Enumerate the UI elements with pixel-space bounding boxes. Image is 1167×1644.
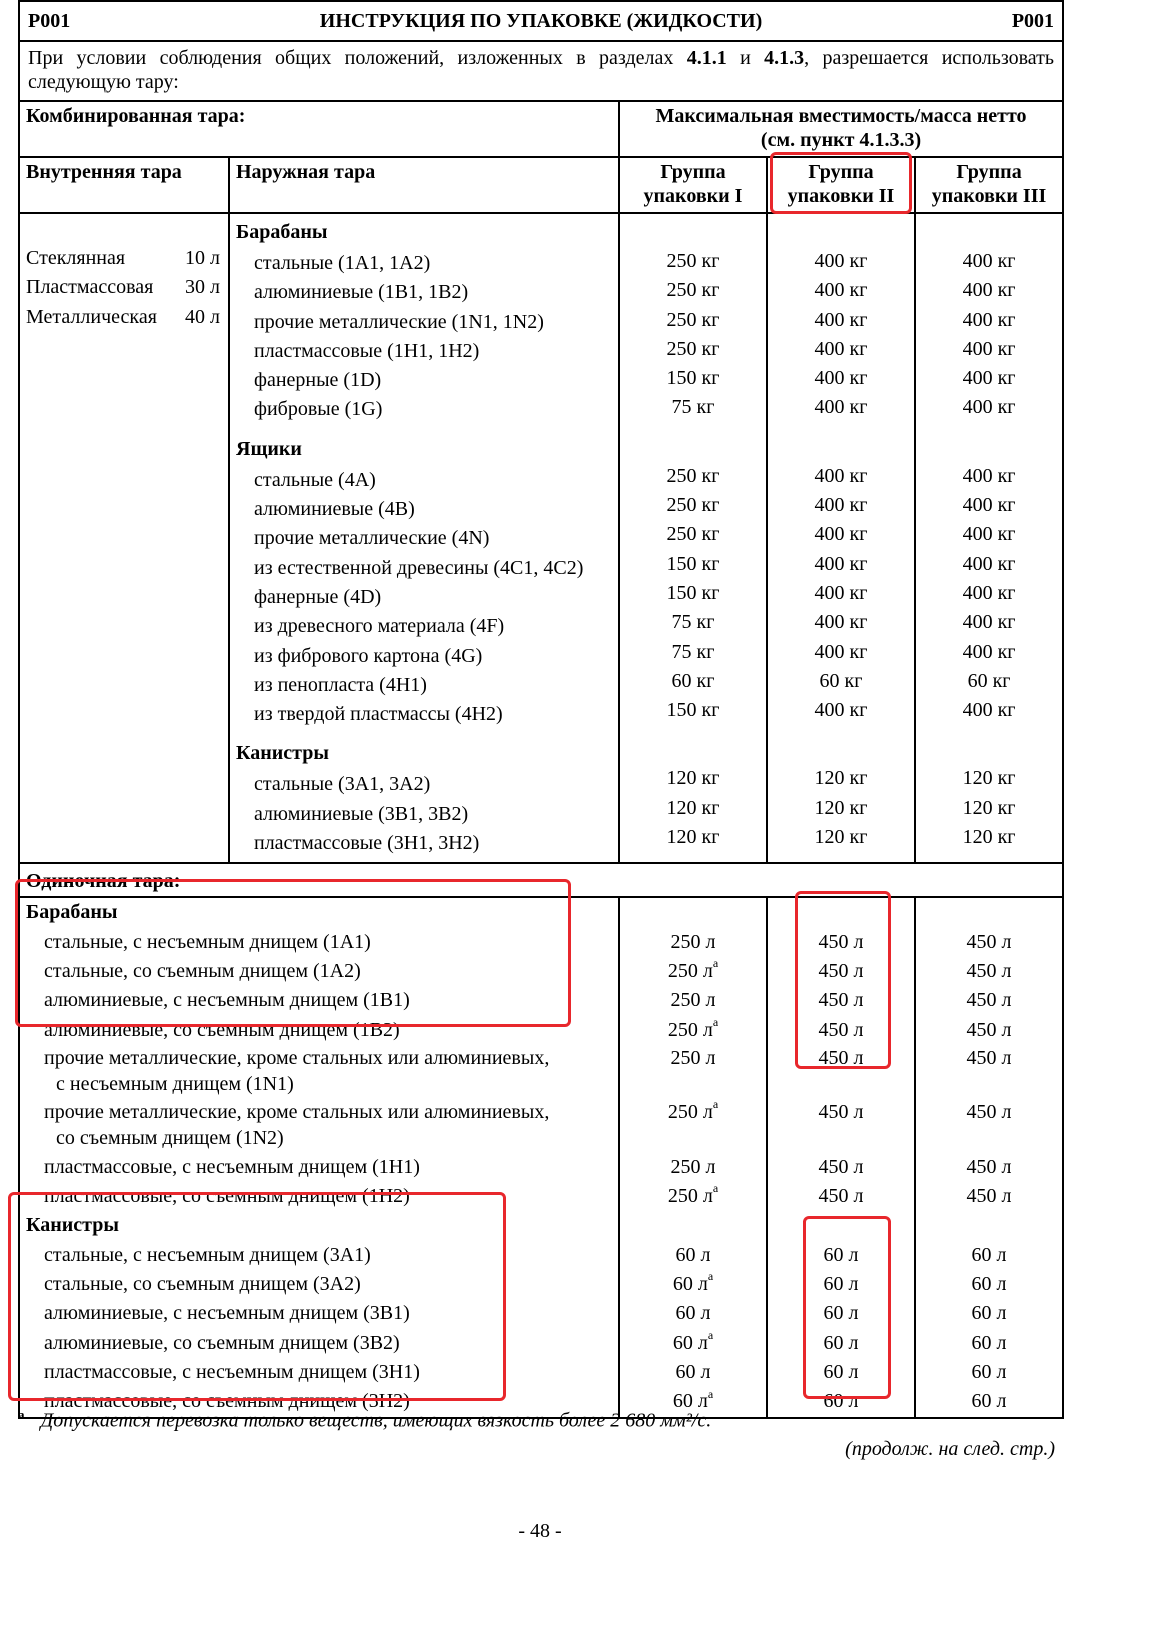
capacity-value	[916, 1358, 1062, 1387]
single-packaging-item	[20, 1270, 618, 1299]
outer-packaging-item: фанерные (4D)	[254, 585, 382, 608]
capacity-value	[620, 1358, 766, 1387]
capacity-value: 60 кг	[967, 669, 1011, 692]
group-2-column	[767, 213, 915, 863]
item-line: стальные, со съемным днищем (3A2)	[44, 1273, 361, 1296]
instruction-code-right: P001	[1011, 10, 1055, 32]
capacity-value: 400 кг	[814, 464, 868, 487]
capacity-value: 250 кг	[666, 250, 720, 272]
capacity-value	[768, 1299, 914, 1328]
outer-packaging-item: алюминиевые (1B1, 1B2)	[254, 281, 469, 304]
item-line: алюминиевые, с несъемным днищем (1B1)	[44, 989, 410, 1012]
capacity-number: 250 л	[667, 1185, 713, 1208]
capacity-value	[916, 1387, 1062, 1416]
capacity-value: 250 кг	[666, 494, 720, 517]
capacity-value: 400 кг	[814, 250, 868, 272]
item-line: алюминиевые, со съемным днищем (3B2)	[44, 1331, 400, 1354]
capacity-number: 60 л	[971, 1331, 1007, 1354]
capacity-value: 150 кг	[666, 699, 720, 722]
capacity-value: 120 кг	[666, 826, 720, 849]
capacity-value: 400 кг	[962, 308, 1016, 331]
capacity-value: 250 кг	[666, 523, 720, 546]
spacer-cell	[916, 1211, 1062, 1240]
outer-packaging-item: из твердой пластмассы (4H2)	[254, 703, 503, 726]
capacity-value: 250 кг	[666, 279, 720, 302]
single-packaging-item	[20, 957, 618, 986]
combined-packaging-label: Комбинированная тара:	[19, 101, 619, 157]
packing-group-2-header: Группа упаковки II	[767, 157, 915, 213]
single-packaging-item	[20, 1153, 618, 1182]
outer-packaging-item: алюминиевые (3B1, 3B2)	[254, 802, 469, 825]
item-line-2: со съемным днищем (1N2)	[56, 1126, 284, 1149]
capacity-value: 120 кг	[962, 826, 1016, 849]
capacity-number: 450 л	[818, 1185, 864, 1208]
capacity-value: 400 кг	[962, 640, 1016, 663]
single-section-title: Канистры	[26, 1214, 119, 1237]
capacity-number: 450 л	[818, 1046, 864, 1069]
outer-packaging-column	[229, 213, 619, 863]
packing-group-3-header: Группа упаковки III	[915, 157, 1063, 213]
item-line: алюминиевые, с несъемным днищем (3B1)	[44, 1302, 410, 1325]
single-group-2-column	[767, 897, 915, 1417]
capacity-value: 400 кг	[962, 523, 1016, 546]
single-packaging-item	[20, 928, 618, 957]
capacity-value: 400 кг	[814, 279, 868, 302]
capacity-number: 60 л	[823, 1331, 859, 1354]
inner-packaging-item	[20, 273, 228, 302]
capacity-number: 250 л	[670, 930, 716, 953]
capacity-value	[916, 1016, 1062, 1045]
capacity-value: 400 кг	[814, 396, 868, 419]
outer-packaging-item: алюминиевые (4B)	[254, 498, 415, 521]
capacity-value: 250 кг	[666, 337, 720, 360]
instruction-title: ИНСТРУКЦИЯ ПО УПАКОВКЕ (ЖИДКОСТИ)	[319, 10, 763, 32]
capacity-number: 60 л	[971, 1302, 1007, 1325]
capacity-value	[620, 928, 766, 957]
inner-packaging-column	[19, 213, 229, 863]
capacity-value	[620, 1099, 766, 1153]
capacity-value: 60 кг	[671, 669, 715, 692]
capacity-value: 150 кг	[666, 552, 720, 575]
spacer-cell	[916, 898, 1062, 927]
capacity-value	[620, 1182, 766, 1211]
outer-packaging-item: фанерные (1D)	[254, 369, 382, 392]
capacity-value: 150 кг	[666, 581, 720, 604]
capacity-number: 60 л	[823, 1390, 859, 1413]
item-line: пластмассовые, с несъемным днищем (3H1)	[44, 1360, 420, 1383]
capacity-value	[768, 1387, 914, 1416]
capacity-value	[768, 957, 914, 986]
group-1-column	[619, 213, 767, 863]
spacer-cell	[768, 1211, 914, 1240]
capacity-value: 150 кг	[666, 367, 720, 390]
capacity-value	[768, 1016, 914, 1045]
capacity-value: 400 кг	[962, 367, 1016, 390]
capacity-number: 250 л	[667, 1100, 713, 1123]
capacity-value	[768, 986, 914, 1015]
single-packaging-item	[20, 1099, 618, 1153]
page-number: - 48 -	[518, 1520, 562, 1542]
capacity-value	[916, 986, 1062, 1015]
capacity-value: 120 кг	[666, 767, 720, 790]
capacity-value: 400 кг	[814, 337, 868, 360]
single-group-1-column	[619, 897, 767, 1417]
capacity-value: 400 кг	[814, 367, 868, 390]
capacity-number: 60 л	[971, 1273, 1007, 1296]
spacer-cell	[768, 214, 914, 247]
spacer-cell	[620, 731, 766, 764]
capacity-value: 120 кг	[962, 796, 1016, 819]
instruction-code-left: P001	[28, 10, 71, 32]
capacity-value	[916, 928, 1062, 957]
inner-packaging-name: Металлическая	[26, 305, 157, 328]
outer-packaging-item: стальные (4A)	[254, 468, 376, 491]
capacity-number: 60 л	[675, 1243, 711, 1266]
footnote-mark: a	[707, 1386, 714, 1401]
group-3-column	[915, 213, 1063, 863]
capacity-number: 250 л	[667, 1018, 713, 1041]
capacity-value	[768, 1358, 914, 1387]
packing-group-1-header: Группа упаковки I	[619, 157, 767, 213]
capacity-number: 450 л	[818, 930, 864, 953]
inner-packaging-item	[20, 303, 228, 332]
outer-packaging-item: из пенопласта (4H1)	[254, 673, 427, 696]
inner-packaging-name: Пластмассовая	[26, 276, 154, 299]
capacity-value: 250 кг	[666, 464, 720, 487]
footnote-mark: a	[712, 956, 719, 971]
item-line: стальные, с несъемным днищем (3A1)	[44, 1243, 371, 1266]
capacity-number: 450 л	[818, 959, 864, 982]
capacity-number: 60 л	[971, 1243, 1007, 1266]
capacity-number: 450 л	[966, 1100, 1012, 1123]
outer-packaging-item: пластмассовые (1H1, 1H2)	[254, 339, 480, 362]
outer-section-title: Канистры	[236, 742, 329, 765]
inner-packaging-volume: 10 л	[185, 247, 220, 269]
capacity-value: 120 кг	[814, 767, 868, 790]
document-page	[18, 0, 1062, 1419]
capacity-number: 60 л	[823, 1302, 859, 1325]
capacity-number: 250 л	[670, 1155, 716, 1178]
footnote-mark: a	[712, 1097, 719, 1112]
capacity-value	[620, 1045, 766, 1099]
single-packaging-item	[20, 1016, 618, 1045]
capacity-number: 450 л	[818, 989, 864, 1012]
capacity-number: 450 л	[966, 1046, 1012, 1069]
spacer-cell	[620, 214, 766, 247]
capacity-number: 60 л	[675, 1360, 711, 1383]
capacity-number: 250 л	[670, 1046, 716, 1069]
outer-section-title: Барабаны	[236, 221, 328, 243]
capacity-number: 450 л	[966, 989, 1012, 1012]
capacity-value	[916, 957, 1062, 986]
capacity-value: 400 кг	[962, 337, 1016, 360]
inner-packaging-volume: 40 л	[185, 305, 220, 328]
item-line: пластмассовые, со съемным днищем (1H2)	[44, 1185, 410, 1208]
capacity-value	[768, 1099, 914, 1153]
capacity-value	[916, 1182, 1062, 1211]
footnote: $^a$ Допускается перевозка только веществ, имеющих вязкость более 2 680 мм²/с.	[18, 1407, 712, 1432]
capacity-value: 400 кг	[814, 494, 868, 517]
single-packaging-item	[20, 986, 618, 1015]
capacity-number: 450 л	[966, 1155, 1012, 1178]
capacity-value: 120 кг	[814, 826, 868, 849]
outer-packaging-item: прочие металлические (4N)	[254, 527, 490, 550]
footnote-mark: a	[707, 1327, 714, 1342]
capacity-value	[620, 1153, 766, 1182]
capacity-value: 400 кг	[814, 552, 868, 575]
outer-packaging-item: фибровые (1G)	[254, 398, 383, 421]
outer-packaging-header: Наружная тара	[229, 157, 619, 213]
capacity-value: 400 кг	[814, 523, 868, 546]
spacer-cell	[620, 429, 766, 462]
capacity-number: 60 л	[672, 1273, 708, 1296]
capacity-number: 60 л	[672, 1331, 708, 1354]
capacity-value: 400 кг	[962, 611, 1016, 634]
capacity-number: 60 л	[823, 1243, 859, 1266]
spacer-cell	[916, 429, 1062, 462]
single-packaging-item	[20, 1045, 618, 1099]
intro-paragraph: При условии соблюдения общих положений, изложенных в разделах 4.1.1 и 4.1.3, разрешается использовать следующую тару:	[19, 41, 1063, 101]
capacity-value	[916, 1045, 1062, 1099]
capacity-value: 400 кг	[962, 250, 1016, 272]
capacity-value	[916, 1299, 1062, 1328]
item-line-2: с несъемным днищем (1N1)	[56, 1072, 294, 1095]
capacity-number: 60 л	[823, 1273, 859, 1296]
capacity-value: 400 кг	[962, 552, 1016, 575]
inner-packaging-item	[20, 244, 228, 273]
outer-packaging-item: пластмассовые (3H1, 3H2)	[254, 832, 480, 855]
capacity-value	[768, 1270, 914, 1299]
capacity-value: 400 кг	[814, 308, 868, 331]
packing-instruction-table	[18, 0, 1064, 1419]
capacity-number: 450 л	[818, 1018, 864, 1041]
capacity-value: 75 кг	[671, 640, 715, 663]
capacity-number: 450 л	[818, 1100, 864, 1123]
capacity-number: 60 л	[675, 1302, 711, 1325]
outer-packaging-item: стальные (3A1, 3A2)	[254, 773, 431, 796]
capacity-value: 120 кг	[814, 796, 868, 819]
continued-note: (продолж. на след. стр.)	[845, 1438, 1055, 1460]
single-packaging-item	[20, 1329, 618, 1358]
capacity-value: 75 кг	[671, 611, 715, 634]
item-line: стальные, со съемным днищем (1A2)	[44, 959, 361, 982]
spacer-cell	[620, 898, 766, 927]
capacity-value: 400 кг	[962, 699, 1016, 722]
capacity-value: 120 кг	[666, 796, 720, 819]
max-capacity-header: Максимальная вместимость/масса нетто (см. пункт 4.1.3.3)	[619, 101, 1063, 157]
footnote-mark: a	[712, 1014, 719, 1029]
capacity-value: 400 кг	[962, 494, 1016, 517]
capacity-value	[620, 1270, 766, 1299]
capacity-number: 60 л	[823, 1360, 859, 1383]
outer-packaging-item: из естественной древесины (4C1, 4C2)	[254, 556, 584, 579]
single-packaging-column	[19, 897, 619, 1417]
capacity-value	[620, 986, 766, 1015]
title-row	[19, 1, 1063, 41]
item-line: пластмассовые, с несъемным днищем (1H1)	[44, 1155, 420, 1178]
capacity-value	[620, 1016, 766, 1045]
capacity-number: 60 л	[971, 1390, 1007, 1413]
item-line: пластмассовые, со съемным днищем (3H2)	[44, 1390, 410, 1413]
outer-packaging-item: прочие металлические (1N1, 1N2)	[254, 310, 544, 333]
single-packaging-item	[20, 1299, 618, 1328]
item-line: алюминиевые, со съемным днищем (1B2)	[44, 1018, 400, 1041]
item-line: стальные, с несъемным днищем (1A1)	[44, 930, 371, 953]
capacity-number: 60 л	[971, 1360, 1007, 1383]
single-packaging-item	[20, 1358, 618, 1387]
outer-packaging-item: стальные (1A1, 1A2)	[254, 252, 431, 274]
capacity-value	[768, 1182, 914, 1211]
capacity-value	[916, 1153, 1062, 1182]
spacer-cell	[916, 731, 1062, 764]
spacer-cell	[620, 1211, 766, 1240]
capacity-value	[620, 1299, 766, 1328]
capacity-value: 400 кг	[814, 581, 868, 604]
capacity-number: 450 л	[966, 959, 1012, 982]
capacity-number: 450 л	[966, 1185, 1012, 1208]
footnote-mark: a	[707, 1269, 714, 1284]
spacer-cell	[916, 214, 1062, 247]
capacity-value	[916, 1099, 1062, 1153]
capacity-value	[916, 1329, 1062, 1358]
capacity-value	[768, 1241, 914, 1270]
capacity-value	[916, 1241, 1062, 1270]
capacity-number: 450 л	[966, 930, 1012, 953]
outer-packaging-item: из фибрового картона (4G)	[254, 644, 483, 667]
single-packaging-item	[20, 1182, 618, 1211]
capacity-value	[916, 1270, 1062, 1299]
inner-packaging-name: Стеклянная	[26, 247, 126, 269]
capacity-value	[768, 1329, 914, 1358]
capacity-value	[768, 1153, 914, 1182]
capacity-value	[620, 957, 766, 986]
inner-packaging-volume: 30 л	[185, 276, 220, 299]
capacity-value: 400 кг	[814, 699, 868, 722]
spacer-cell	[768, 429, 914, 462]
spacer-cell	[768, 731, 914, 764]
capacity-value: 120 кг	[962, 767, 1016, 790]
spacer-cell	[768, 898, 914, 927]
capacity-number: 60 л	[672, 1390, 708, 1413]
item-line: прочие металлические, кроме стальных или алюминиевых,	[44, 1100, 550, 1123]
capacity-number: 450 л	[818, 1155, 864, 1178]
capacity-value	[620, 1329, 766, 1358]
outer-packaging-item: из древесного материала (4F)	[254, 615, 505, 638]
single-packaging-label: Одиночная тара:	[19, 863, 1063, 897]
capacity-value: 75 кг	[671, 396, 715, 419]
item-line: прочие металлические, кроме стальных или алюминиевых,	[44, 1046, 550, 1069]
capacity-value: 400 кг	[962, 396, 1016, 419]
capacity-value	[768, 928, 914, 957]
capacity-number: 450 л	[966, 1018, 1012, 1041]
capacity-value: 400 кг	[962, 464, 1016, 487]
single-section-title: Барабаны	[26, 901, 118, 924]
capacity-value: 60 кг	[819, 669, 863, 692]
capacity-value: 250 кг	[666, 308, 720, 331]
capacity-value: 400 кг	[962, 279, 1016, 302]
outer-section-title: Ящики	[236, 437, 302, 460]
single-group-3-column	[915, 897, 1063, 1417]
single-packaging-item	[20, 1241, 618, 1270]
capacity-number: 250 л	[667, 959, 713, 982]
capacity-number: 250 л	[670, 989, 716, 1012]
capacity-value: 400 кг	[814, 640, 868, 663]
inner-packaging-header: Внутренняя тара	[19, 157, 229, 213]
capacity-value	[620, 1241, 766, 1270]
capacity-value: 400 кг	[962, 581, 1016, 604]
footnote-mark: a	[712, 1181, 719, 1196]
capacity-value: 400 кг	[814, 611, 868, 634]
capacity-value	[768, 1045, 914, 1099]
